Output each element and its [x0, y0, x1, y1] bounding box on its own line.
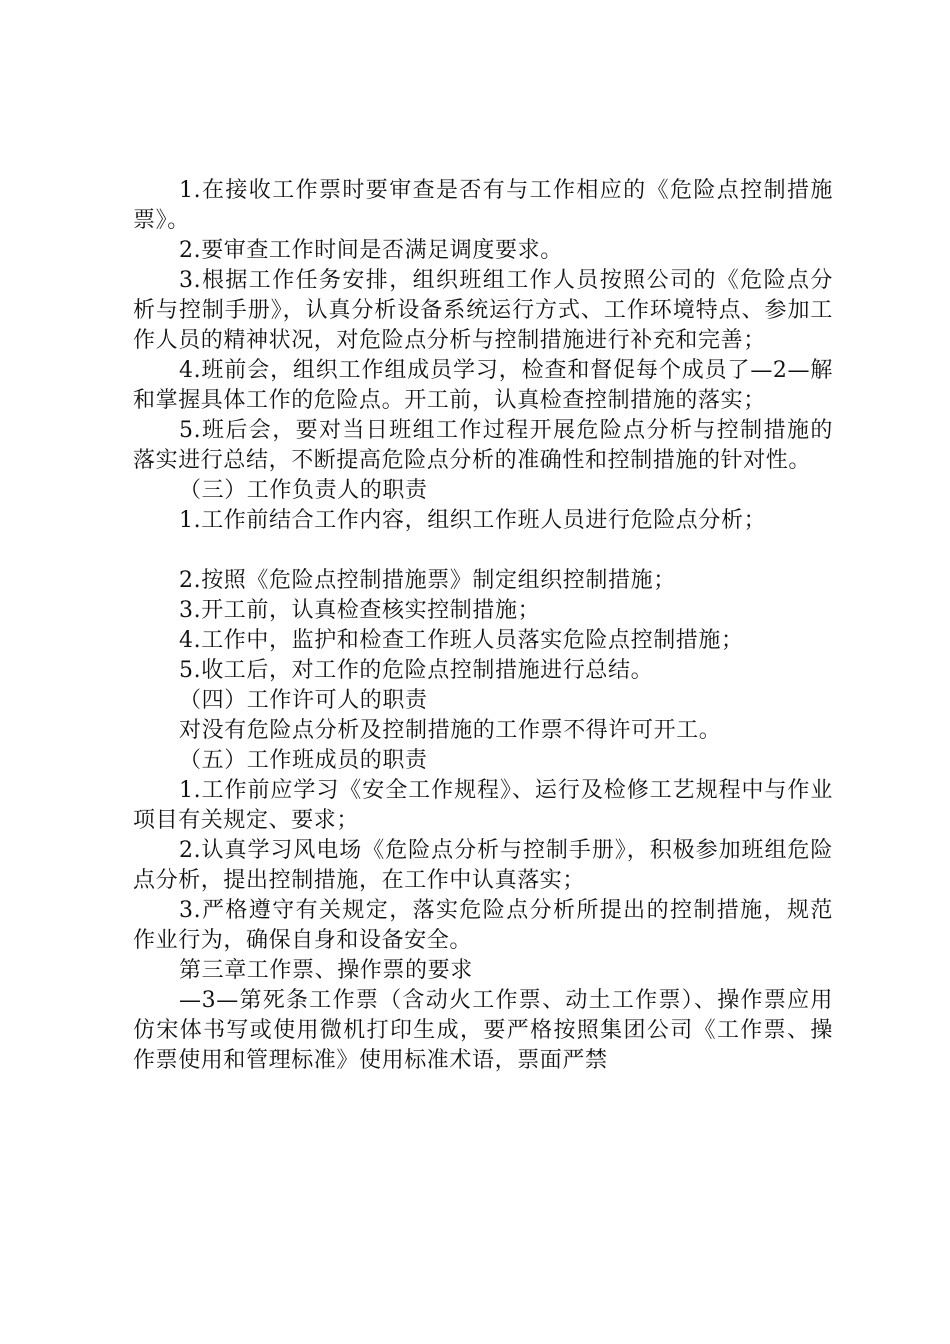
paragraph: 3.开工前，认真检查核实控制措施； [179, 598, 541, 623]
paragraph: 1.工作前应学习《安全工作规程》、运行及检修工艺规程中与作业项目有关规定、要求； [133, 778, 833, 833]
paragraph: 5.班后会，要对当日班组工作过程开展危险点分析与控制措施的落实进行总结，不断提高危险点分析的准确性和控制措施的针对性。 [133, 418, 833, 473]
paragraph: 2.要审查工作时间是否满足调度要求。 [179, 238, 563, 263]
section-heading: （三）工作负责人的职责 [179, 478, 428, 503]
paragraph: 4.班前会，组织工作组成员学习，检查和督促每个成员了—2—解和掌握具体工作的危险点。开工前，认真检查控制措施的落实； [133, 358, 833, 413]
paragraph: 5.收工后，对工作的危险点控制措施进行总结。 [179, 658, 654, 683]
blank-line [133, 536, 833, 566]
paragraph: 3.根据工作任务安排，组织班组工作人员按照公司的《危险点分析与控制手册》，认真分析设备系统运行方式、工作环境特点、参加工作人员的精神状况，对危险点分析与控制措施进行补充和完善； [133, 268, 833, 353]
section-heading: （四）工作许可人的职责 [179, 688, 428, 713]
section-heading: （五）工作班成员的职责 [179, 748, 428, 773]
paragraph: 2.按照《危险点控制措施票》制定组织控制措施； [179, 568, 676, 593]
paragraph: 4.工作中，监护和检查工作班人员落实危险点控制措施； [179, 628, 744, 653]
paragraph: 3.严格遵守有关规定，落实危险点分析所提出的控制措施，规范作业行为，确保自身和设备安全。 [133, 898, 833, 953]
paragraph: 2.认真学习风电场《危险点分析与控制手册》，积极参加班组危险点分析，提出控制措施，在工作中认真落实； [133, 838, 833, 893]
chapter-heading: 第三章工作票、操作票的要求 [179, 958, 473, 983]
paragraph: 1.工作前结合工作内容，组织工作班人员进行危险点分析； [179, 508, 767, 533]
paragraph: 对没有危险点分析及控制措施的工作票不得许可开工。 [179, 718, 722, 743]
document-body [133, 176, 833, 1076]
paragraph: 1.在接收工作票时要审查是否有与工作相应的《危险点控制措施票》。 [133, 178, 833, 233]
paragraph: —3—第死条工作票（含动火工作票、动土工作票）、操作票应用仿宋体书写或使用微机打印生成，要严格按照集团公司《工作票、操作票使用和管理标准》使用标准术语，票面严禁 [133, 988, 833, 1073]
